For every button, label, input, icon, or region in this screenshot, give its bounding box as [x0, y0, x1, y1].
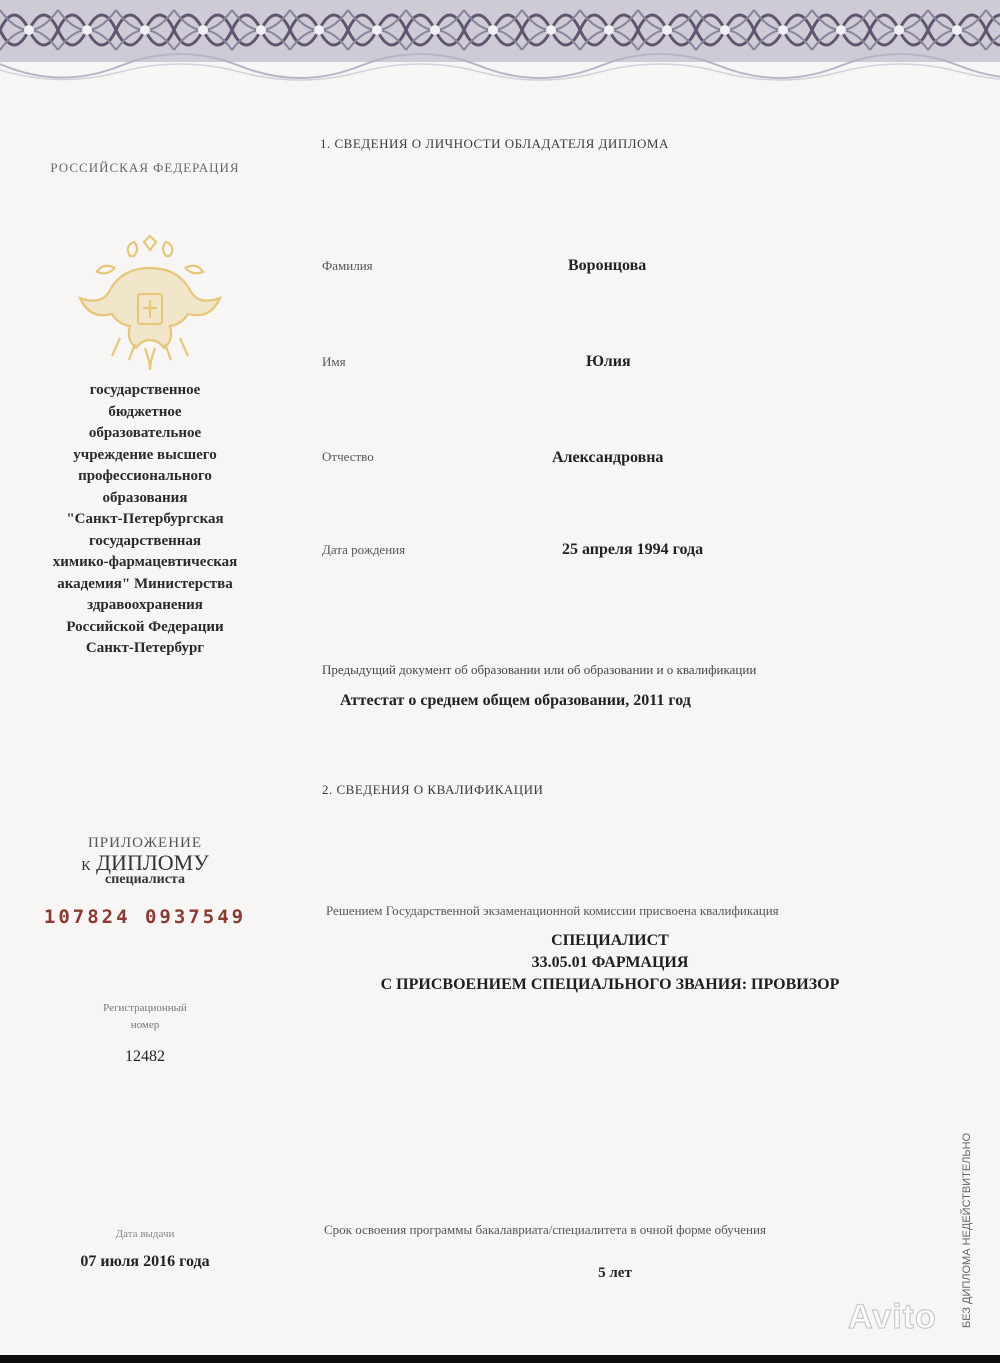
serial-number: 107824 0937549: [43, 906, 247, 928]
appendix-doc-prefix: К: [81, 859, 91, 874]
birth-date-value: 25 апреля 1994 года: [562, 541, 704, 558]
institution-line: академия" Министерства: [57, 575, 233, 592]
institution-name: [20, 380, 270, 660]
birth-date-label: Дата рождения: [322, 542, 406, 557]
appendix-title: ПРИЛОЖЕНИЕ: [87, 835, 203, 851]
institution-line: "Санкт-Петербургская: [66, 511, 224, 527]
qualification-line: 33.05.01 ФАРМАЦИЯ: [531, 954, 689, 971]
institution-line: образования: [102, 489, 188, 506]
institution-line: бюджетное: [108, 403, 182, 420]
bottom-edge: [0, 1355, 1000, 1363]
section-1-title: 1. СВЕДЕНИЯ О ЛИЧНОСТИ ОБЛАДАТЕЛЯ ДИПЛОМА: [320, 136, 669, 151]
registration-label: [20, 1000, 270, 1034]
appendix-kind: специалиста: [105, 872, 185, 887]
institution-line: учреждение высшего: [73, 446, 217, 463]
double-headed-eagle-icon: [75, 228, 225, 378]
institution-line: образовательное: [88, 425, 202, 441]
issue-date: 07 июля 2016 года: [80, 1253, 210, 1270]
institution-line: государственная: [88, 532, 202, 549]
institution-line: здравоохранения: [87, 597, 203, 613]
surname-value: Воронцова: [568, 257, 647, 274]
validity-side-note: БЕЗ ДИПЛОМА НЕДЕЙСТВИТЕЛЬНО: [961, 1132, 973, 1328]
decision-label: Решением Государственной экзаменационной комиссии присвоена квалификация: [326, 903, 779, 918]
institution-line: Санкт-Петербург: [85, 640, 205, 656]
first-name-label: Имя: [322, 354, 346, 369]
institution-line: Российской Федерации: [66, 618, 224, 635]
previous-document-label: Предыдущий документ об образовании или об образовании и о квалификации: [322, 662, 757, 677]
country-name: РОССИЙСКАЯ ФЕДЕРАЦИЯ: [50, 160, 240, 175]
institution-line: химико-фармацевтическая: [52, 554, 238, 570]
issue-date-label: Дата выдачи: [115, 1228, 175, 1240]
qualification-line: СПЕЦИАЛИСТ: [551, 932, 669, 949]
study-duration-label: Срок освоения программы бакалавриата/специалитета в очной форме обучения: [324, 1222, 766, 1237]
section-2-title: 2. СВЕДЕНИЯ О КВАЛИФИКАЦИИ: [322, 782, 544, 797]
surname-label: Фамилия: [322, 258, 373, 273]
previous-document-value: Аттестат о среднем общем образовании, 2011 год: [340, 692, 691, 709]
registration-label-line: номер: [130, 1019, 160, 1031]
first-name-value: Юлия: [586, 353, 631, 370]
qualification-block: [340, 930, 880, 996]
qualification-line: С ПРИСВОЕНИЕМ СПЕЦИАЛЬНОГО ЗВАНИЯ: ПРОВИЗОР: [380, 976, 840, 993]
avito-watermark: Avito: [848, 1298, 937, 1336]
institution-line: государственное: [89, 382, 201, 398]
appendix-doc-word: ДИПЛОМУ: [96, 850, 209, 875]
study-duration-value: 5 лет: [598, 1265, 632, 1281]
registration-label-line: Регистрационный: [103, 1002, 187, 1014]
security-pattern-band: [0, 0, 1000, 92]
institution-line: профессионального: [78, 468, 212, 484]
registration-number: 12482: [125, 1048, 165, 1065]
patronymic-value: Александровна: [552, 449, 664, 466]
patronymic-label: Отчество: [322, 449, 374, 464]
